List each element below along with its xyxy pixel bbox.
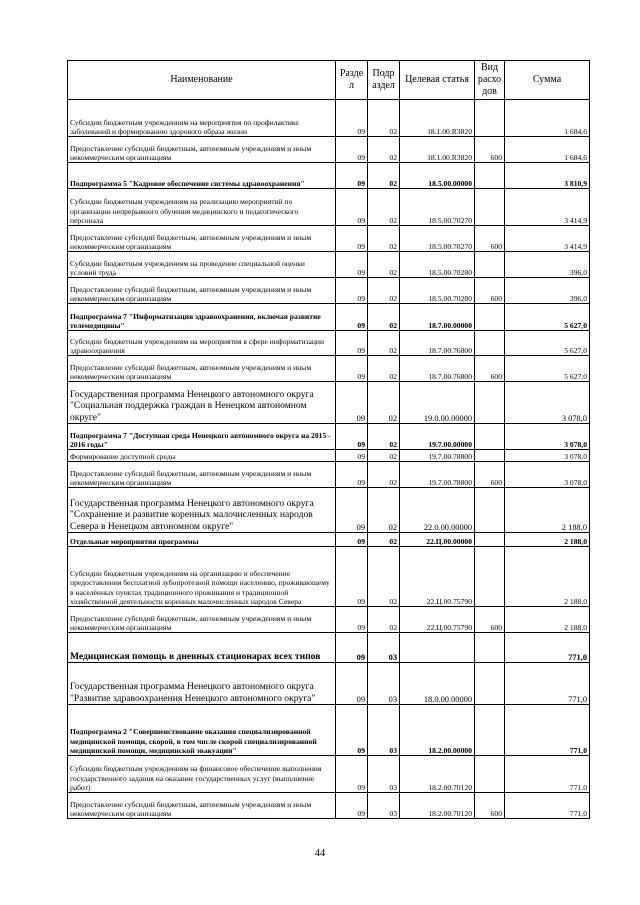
table-row (68, 607, 590, 633)
row-name: Предоставление субсидий бюджетным, автономным учреждениям и иным некоммерческим организациям (68, 278, 336, 304)
row-razdel: 09 (336, 382, 368, 424)
row-name: Субсидии бюджетным учреждениям на мероприятия в сфере информатизации здравоохранения (68, 331, 336, 356)
row-name: Предоставление субсидий бюджетным, автономным учреждениям и иным некоммерческим организациям (68, 137, 336, 163)
row-razdel: 09 (336, 450, 368, 462)
row-name: Предоставление субсидий бюджетным, автономным учреждениям и иным некоммерческим организациям (68, 226, 336, 252)
row-name: Предоставление субсидий бюджетным, автономным учреждениям и иным некоммерческим организациям (68, 462, 336, 488)
row-vr (475, 547, 505, 607)
row-podrazdel: 02 (368, 278, 400, 304)
row-cs: 18.5.00.70280 (400, 252, 475, 278)
header-celevaya: Целевая статья (400, 61, 475, 100)
row-vr: 600 (475, 278, 505, 304)
row-name: Подпрограмма 7 "Доступная среда Ненецкого автономного округа на 2015 - 2016 годы" (68, 424, 336, 450)
row-sum: 1 684,6 (505, 100, 590, 137)
row-vr (475, 663, 505, 705)
row-podrazdel: 02 (368, 252, 400, 278)
row-cs: 19.0.00.00000 (400, 382, 475, 424)
row-vr (475, 533, 505, 547)
row-vr: 600 (475, 137, 505, 163)
table-row (68, 100, 590, 137)
row-razdel: 09 (336, 547, 368, 607)
table-row (68, 756, 590, 793)
row-vr: 600 (475, 793, 505, 819)
table-row (68, 278, 590, 304)
row-cs: 18.2.00.70120 (400, 756, 475, 793)
row-sum: 771,0 (505, 633, 590, 663)
header-podrazdel: Подр аздел (368, 61, 400, 100)
row-cs: 19.7.00.00000 (400, 424, 475, 450)
table-row (68, 663, 590, 705)
row-cs: 18.5.00.70270 (400, 189, 475, 226)
table-row (68, 163, 590, 189)
row-podrazdel: 02 (368, 607, 400, 633)
row-cs: 18.7.00.76800 (400, 356, 475, 382)
row-sum: 5 627,0 (505, 356, 590, 382)
table-row (68, 633, 590, 663)
row-cs: 18.2.00.70120 (400, 793, 475, 819)
table-row (68, 137, 590, 163)
row-sum: 771,0 (505, 705, 590, 756)
row-vr (475, 705, 505, 756)
row-razdel: 09 (336, 533, 368, 547)
row-razdel: 09 (336, 424, 368, 450)
row-vr (475, 252, 505, 278)
row-podrazdel: 02 (368, 226, 400, 252)
header-razdel: Разде л (336, 61, 368, 100)
row-vr: 600 (475, 356, 505, 382)
row-sum: 3 078,0 (505, 450, 590, 462)
row-razdel: 09 (336, 252, 368, 278)
table-row (68, 533, 590, 547)
row-sum: 2 188,0 (505, 547, 590, 607)
row-podrazdel: 02 (368, 189, 400, 226)
row-sum: 3 078,0 (505, 424, 590, 450)
row-name: Медицинская помощь в дневных стационарах всех типов (68, 633, 336, 663)
table-row (68, 331, 590, 356)
row-podrazdel: 02 (368, 356, 400, 382)
row-podrazdel: 03 (368, 633, 400, 663)
row-name: Субсидии бюджетным учреждениям на финансовое обеспечение выполнения государственного задания на оказание государственных услуг (выполнение работ) (68, 756, 336, 793)
row-cs: 18.5.00.00000 (400, 163, 475, 189)
row-vr (475, 100, 505, 137)
row-name: Субсидии бюджетным учреждениям на мероприятия по профилактике заболеваний и формированию здорового образа жизни (68, 100, 336, 137)
row-name: Подпрограмма 2 "Совершенствование оказания специализированной медицинской помощи, скорой, в том числе скорой специализированной медицинской помощи, медицинской эвакуации" (68, 705, 336, 756)
row-podrazdel: 02 (368, 304, 400, 331)
row-name: Отдельные мероприятия программы (68, 533, 336, 547)
row-podrazdel: 02 (368, 100, 400, 137)
row-razdel: 09 (336, 607, 368, 633)
row-name: Государственная программа Ненецкого автономного округа "Социальная поддержка граждан в Ненецком автономном округе" (68, 382, 336, 424)
row-cs: 19.7.00.78800 (400, 462, 475, 488)
row-name: Субсидии бюджетным учреждениям на реализацию мероприятий по организации непрерывного обучения медицинского и педагогического персонала (68, 189, 336, 226)
row-cs (400, 633, 475, 663)
row-podrazdel: 02 (368, 533, 400, 547)
row-cs: 22.Ц.00.75790 (400, 547, 475, 607)
row-razdel: 09 (336, 633, 368, 663)
row-podrazdel: 03 (368, 793, 400, 819)
row-razdel: 09 (336, 100, 368, 137)
row-sum: 2 188,0 (505, 488, 590, 533)
row-cs: 22.Ц.00.00000 (400, 533, 475, 547)
row-vr (475, 163, 505, 189)
row-name: Субсидии бюджетным учреждениям на организацию и обеспечение предоставления бесплатной зубопротезной помощи населению, проживающему в населённых пунктах традиционного проживания и традиционной хозяйственной деятельности коренных малочисленных народов Севера (68, 547, 336, 607)
row-sum: 5 627,0 (505, 304, 590, 331)
row-sum: 771,0 (505, 793, 590, 819)
row-sum: 3 078,0 (505, 462, 590, 488)
row-vr: 600 (475, 462, 505, 488)
row-vr (475, 382, 505, 424)
row-vr (475, 633, 505, 663)
row-name: Государственная программа Ненецкого автономного округа "Сохранение и развитие коренных малочисленных народов Севера в Ненецком автономном округе" (68, 488, 336, 533)
row-razdel: 09 (336, 705, 368, 756)
row-sum: 3 810,9 (505, 163, 590, 189)
row-podrazdel: 02 (368, 382, 400, 424)
row-name: Подпрограмма 7 "Информатизация здравоохранения, включая развитие телемедицины" (68, 304, 336, 331)
row-vr (475, 756, 505, 793)
row-name: Подпрограмма 5 "Кадровое обеспечение системы здравоохранения" (68, 163, 336, 189)
header-name: Наименование (68, 61, 336, 100)
row-razdel: 09 (336, 793, 368, 819)
row-vr (475, 424, 505, 450)
table-row (68, 189, 590, 226)
row-razdel: 09 (336, 356, 368, 382)
row-cs: 18.5.00.70270 (400, 226, 475, 252)
row-sum: 1 684,6 (505, 137, 590, 163)
row-sum: 3 414,9 (505, 189, 590, 226)
row-sum: 2 188,0 (505, 607, 590, 633)
row-podrazdel: 03 (368, 663, 400, 705)
row-razdel: 09 (336, 331, 368, 356)
row-vr: 600 (475, 226, 505, 252)
row-cs: 18.7.00.76800 (400, 331, 475, 356)
row-podrazdel: 02 (368, 424, 400, 450)
row-podrazdel: 02 (368, 462, 400, 488)
row-podrazdel: 02 (368, 331, 400, 356)
table-header-row (68, 61, 590, 100)
row-razdel: 09 (336, 304, 368, 331)
row-sum: 396,0 (505, 278, 590, 304)
table-row (68, 547, 590, 607)
row-cs: 18.1.00.R3820 (400, 100, 475, 137)
row-razdel: 09 (336, 488, 368, 533)
row-sum: 5 627,0 (505, 331, 590, 356)
row-sum: 2 188,0 (505, 533, 590, 547)
row-podrazdel: 03 (368, 705, 400, 756)
row-vr (475, 304, 505, 331)
table-row (68, 424, 590, 450)
header-summa: Сумма (505, 61, 590, 100)
row-sum: 3 078,0 (505, 382, 590, 424)
table-row (68, 450, 590, 462)
row-sum: 3 414,9 (505, 226, 590, 252)
row-podrazdel: 02 (368, 547, 400, 607)
row-cs: 18.7.00.00000 (400, 304, 475, 331)
row-sum: 771,0 (505, 663, 590, 705)
row-vr (475, 189, 505, 226)
row-sum: 771,0 (505, 756, 590, 793)
row-razdel: 09 (336, 278, 368, 304)
row-name: Формирование доступной среды (68, 450, 336, 462)
table-row (68, 462, 590, 488)
page-number: 44 (314, 848, 326, 859)
row-podrazdel: 02 (368, 137, 400, 163)
header-vid: Вид расхо дов (475, 61, 505, 100)
row-podrazdel: 03 (368, 756, 400, 793)
row-razdel: 09 (336, 137, 368, 163)
budget-table (67, 60, 590, 819)
row-name: Предоставление субсидий бюджетным, автономным учреждениям и иным некоммерческим организациям (68, 793, 336, 819)
table-row (68, 226, 590, 252)
row-vr (475, 488, 505, 533)
table-row (68, 356, 590, 382)
row-name: Субсидии бюджетным учреждениям на проведение специальной оценки условий труда (68, 252, 336, 278)
row-sum: 396,0 (505, 252, 590, 278)
row-cs: 18.2.00.00000 (400, 705, 475, 756)
row-razdel: 09 (336, 163, 368, 189)
row-name: Государственная программа Ненецкого автономного округа "Развитие здравоохранения Ненецкого автономного округа" (68, 663, 336, 705)
table-row (68, 793, 590, 819)
row-vr (475, 331, 505, 356)
row-razdel: 09 (336, 189, 368, 226)
row-name: Предоставление субсидий бюджетным, автономным учреждениям и иным некоммерческим организациям (68, 356, 336, 382)
row-podrazdel: 02 (368, 450, 400, 462)
row-cs: 19.7.00.78800 (400, 450, 475, 462)
table-row (68, 382, 590, 424)
row-vr (475, 450, 505, 462)
row-razdel: 09 (336, 663, 368, 705)
row-podrazdel: 02 (368, 163, 400, 189)
row-razdel: 09 (336, 226, 368, 252)
table-row (68, 304, 590, 331)
row-cs: 18.1.00.R3820 (400, 137, 475, 163)
row-cs: 18.0.00.00000 (400, 663, 475, 705)
row-cs: 18.5.00.70280 (400, 278, 475, 304)
table-row (68, 705, 590, 756)
row-podrazdel: 02 (368, 488, 400, 533)
row-vr: 600 (475, 607, 505, 633)
row-cs: 22.Ц.00.75790 (400, 607, 475, 633)
row-name: Предоставление субсидий бюджетным, автономным учреждениям и иным некоммерческим организациям (68, 607, 336, 633)
row-razdel: 09 (336, 462, 368, 488)
row-razdel: 09 (336, 756, 368, 793)
table-row (68, 488, 590, 533)
row-cs: 22.0.00.00000 (400, 488, 475, 533)
table-row (68, 252, 590, 278)
